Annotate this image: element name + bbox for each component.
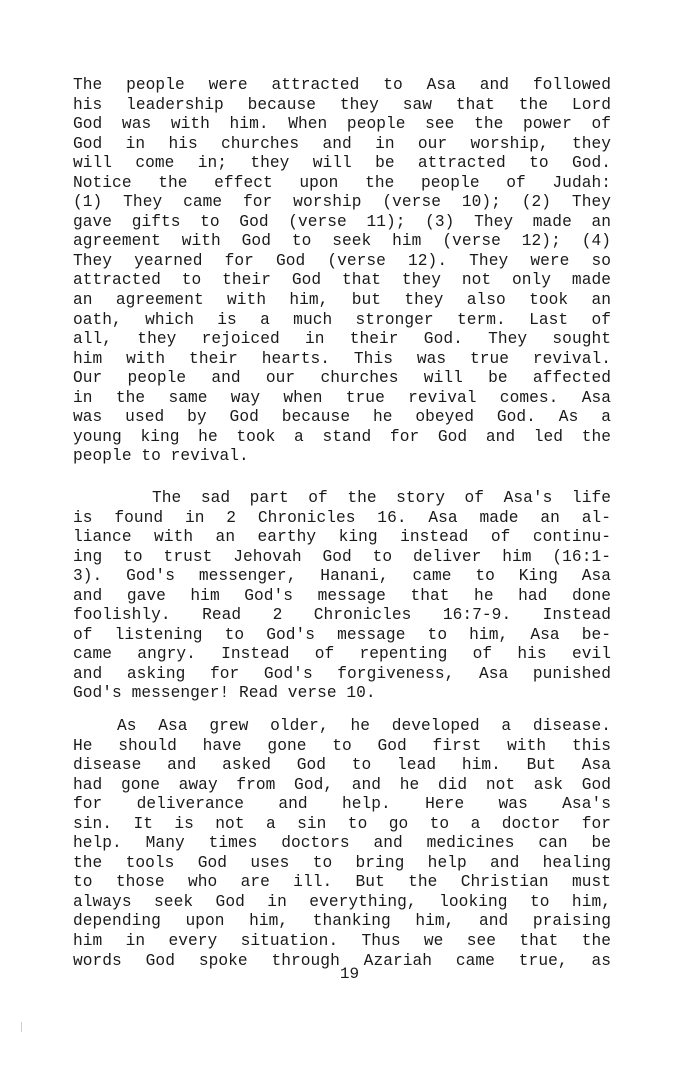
text-line: in the same way when true revival comes. Asa — [73, 388, 611, 407]
text-line: Our people and our churches will be affected — [73, 369, 611, 388]
text-line: people to revival. — [73, 447, 249, 466]
text-line: (1) They came for worship (verse 10); (2) They — [73, 193, 611, 212]
text-line: is found in 2 Chronicles 16. Asa made an al- — [73, 508, 611, 527]
paragraph-2 — [73, 489, 611, 704]
page-number: 19 — [339, 965, 360, 983]
text-line: all, they rejoiced in their God. They sought — [73, 330, 611, 349]
text-line: attracted to their God that they not only made — [73, 271, 611, 290]
text-line: had gone away from God, and he did not ask God — [73, 775, 611, 794]
paragraph-1 — [73, 76, 611, 467]
text-line: sin. It is not a sin to go to a doctor for — [73, 814, 611, 833]
text-line: of listening to God's message to him, Asa be- — [73, 625, 611, 644]
text-line: help. Many times doctors and medicines can be — [73, 834, 611, 853]
text-line: They yearned for God (verse 12). They were so — [73, 251, 611, 270]
text-line: 3). God's messenger, Hanani, came to King Asa — [73, 567, 611, 586]
text-line: agreement with God to seek him (verse 12); (4) — [73, 232, 611, 251]
text-line: The sad part of the story of Asa's life — [152, 489, 611, 507]
text-line: an agreement with him, but they also took an — [73, 291, 611, 310]
text-line: The people were attracted to Asa and followed — [73, 76, 611, 94]
text-line: oath, which is a much stronger term. Last of — [73, 310, 611, 329]
text-line: ing to trust Jehovah God to deliver him (16:1- — [73, 547, 611, 566]
scan-edge-mark — [21, 1022, 22, 1032]
text-line: God's messenger! Read verse 10. — [73, 684, 376, 703]
text-line: for deliverance and help. Here was Asa's — [73, 795, 611, 814]
text-line: depending upon him, thanking him, and praising — [73, 912, 611, 931]
text-line: Notice the effect upon the people of Judah: — [73, 173, 611, 192]
text-line: and asking for God's forgiveness, Asa punished — [73, 664, 611, 683]
text-line: the tools God uses to bring help and healing — [73, 853, 611, 872]
text-line: him with their hearts. This was true revival. — [73, 349, 611, 368]
text-line: gave gifts to God (verse 11); (3) They made an — [73, 212, 611, 231]
text-line: his leadership because they saw that the Lord — [73, 95, 611, 114]
text-line: liance with an earthy king instead of continu- — [73, 528, 611, 547]
text-line: foolishly. Read 2 Chronicles 16:7-9. Instead — [73, 606, 611, 625]
text-line: and gave him God's message that he had done — [73, 586, 611, 605]
text-line: God was with him. When people see the power of — [73, 115, 611, 134]
text-line: will come in; they will be attracted to God. — [73, 154, 611, 173]
paragraph-3 — [73, 717, 611, 971]
text-line: to those who are ill. But the Christian must — [73, 873, 611, 892]
text-line: young king he took a stand for God and led the — [73, 427, 611, 446]
text-line: disease and asked God to lead him. But Asa — [73, 756, 611, 775]
text-line: came angry. Instead of repenting of his evil — [73, 645, 611, 664]
text-line: He should have gone to God first with this — [73, 736, 611, 755]
text-line: As Asa grew older, he developed a disease. — [117, 717, 611, 735]
text-line: words God spoke through Azariah came true, as — [73, 951, 611, 970]
text-line: him in every situation. Thus we see that the — [73, 932, 611, 951]
text-line: always seek God in everything, looking to him, — [73, 892, 611, 911]
text-line: God in his churches and in our worship, they — [73, 134, 611, 153]
text-line: was used by God because he obeyed God. As a — [73, 408, 611, 427]
